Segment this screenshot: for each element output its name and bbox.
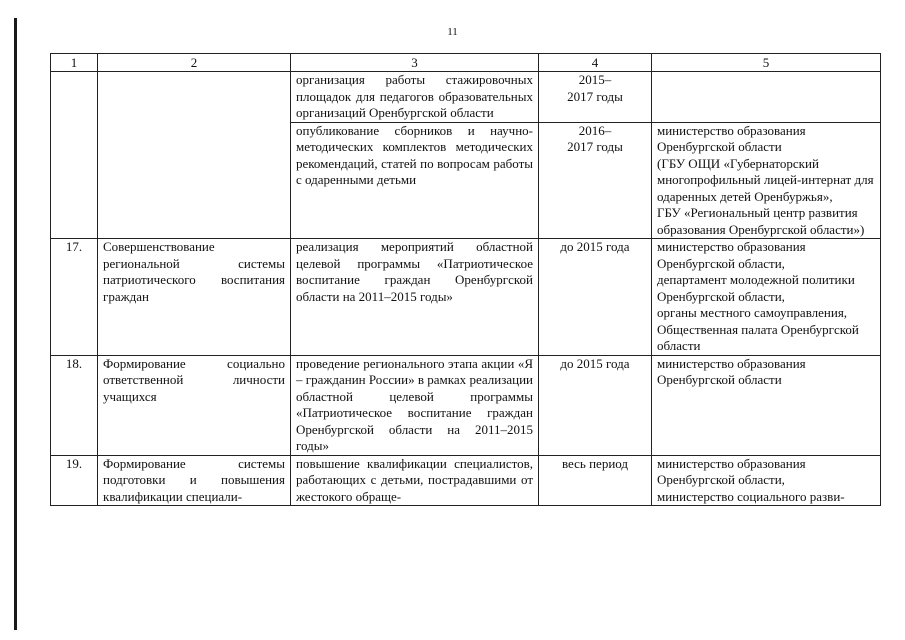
page-number: 11 [447, 26, 458, 38]
term-line: до 2015 года [560, 239, 630, 254]
executors-cell [652, 355, 881, 455]
row-number-cell: 19. [51, 455, 98, 506]
header-col-2: 2 [98, 54, 291, 72]
executors-cell [652, 455, 881, 506]
activity-cell: реализация мероприятий областной целевой программы «Патриотическое воспитание граждан Оренбургской области на 2011–2015 годы» [291, 239, 539, 356]
activity-cell: повышение квалификации специалистов, работающих с детьми, пострадавшими от жестокого обраще- [291, 455, 539, 506]
row-number-cell [51, 72, 98, 239]
term-line: 2017 годы [567, 139, 623, 154]
term-cell [539, 72, 652, 123]
executor-line: Общественная палата Оренбургской области [657, 321, 859, 353]
header-col-5: 5 [652, 54, 881, 72]
executor-line: министерство образования Оренбургской области, [657, 455, 806, 487]
executors-cell [652, 72, 881, 123]
executors-cell [652, 239, 881, 356]
activity-cell: организация работы стажировочных площадок для педагогов образовательных организаций Оренбургской области [291, 72, 539, 123]
table-row [51, 455, 881, 506]
term-line: весь период [561, 455, 629, 471]
table-row [51, 355, 881, 455]
plan-table [50, 53, 881, 506]
term-cell [539, 355, 652, 455]
goal-cell: Совершенствование региональной системы патриотического воспитания граждан [98, 239, 291, 356]
table-row [51, 239, 881, 356]
goal-cell [98, 72, 291, 239]
executor-line: департамент молодежной политики Оренбургской области, [657, 272, 855, 304]
term-cell [539, 455, 652, 506]
activity-cell: опубликование сборников и научно-методических комплектов методических рекомендаций, статей по вопросам работы с одаренными детьми [291, 122, 539, 239]
term-line: 2016– [578, 122, 612, 138]
activity-cell: проведение регионального этапа акции «Я – гражданин России» в рамках реализации областной целевой программы «Патриотическое воспитание граждан Оренбургской области на 2011–2015 годы» [291, 355, 539, 455]
table-row [51, 72, 881, 123]
executors-cell [652, 122, 881, 239]
executor-line: ГБУ «Региональный центр развития образования Оренбургской области») [657, 205, 865, 237]
executor-line: министерство образования Оренбургской области [657, 122, 806, 154]
term-line: 2017 годы [567, 88, 623, 104]
term-cell [539, 239, 652, 356]
row-number-cell: 17. [51, 239, 98, 356]
header-col-4: 4 [539, 54, 652, 72]
goal-cell: Формирование социально ответственной личности учащихся [98, 355, 291, 455]
executor-line: министерство социального разви- [657, 488, 845, 504]
executor-line: органы местного самоуправления, [657, 305, 848, 320]
term-line: 2015– [578, 72, 612, 87]
page-edge-bar [14, 18, 17, 630]
header-col-3: 3 [291, 54, 539, 72]
table-header-row [51, 54, 881, 72]
row-number-cell: 18. [51, 355, 98, 455]
goal-cell: Формирование системы подготовки и повышения квалификации специали- [98, 455, 291, 506]
term-cell [539, 122, 652, 239]
executor-line: (ГБУ ОЩИ «Губернаторский многопрофильный лицей-интернат для одаренных детей Оренбуржья», [657, 155, 874, 204]
executor-line: министерство образования Оренбургской области [657, 355, 806, 387]
header-col-1: 1 [51, 54, 98, 72]
executor-line: министерство образования Оренбургской области, [657, 239, 806, 271]
term-line: до 2015 года [560, 355, 630, 371]
